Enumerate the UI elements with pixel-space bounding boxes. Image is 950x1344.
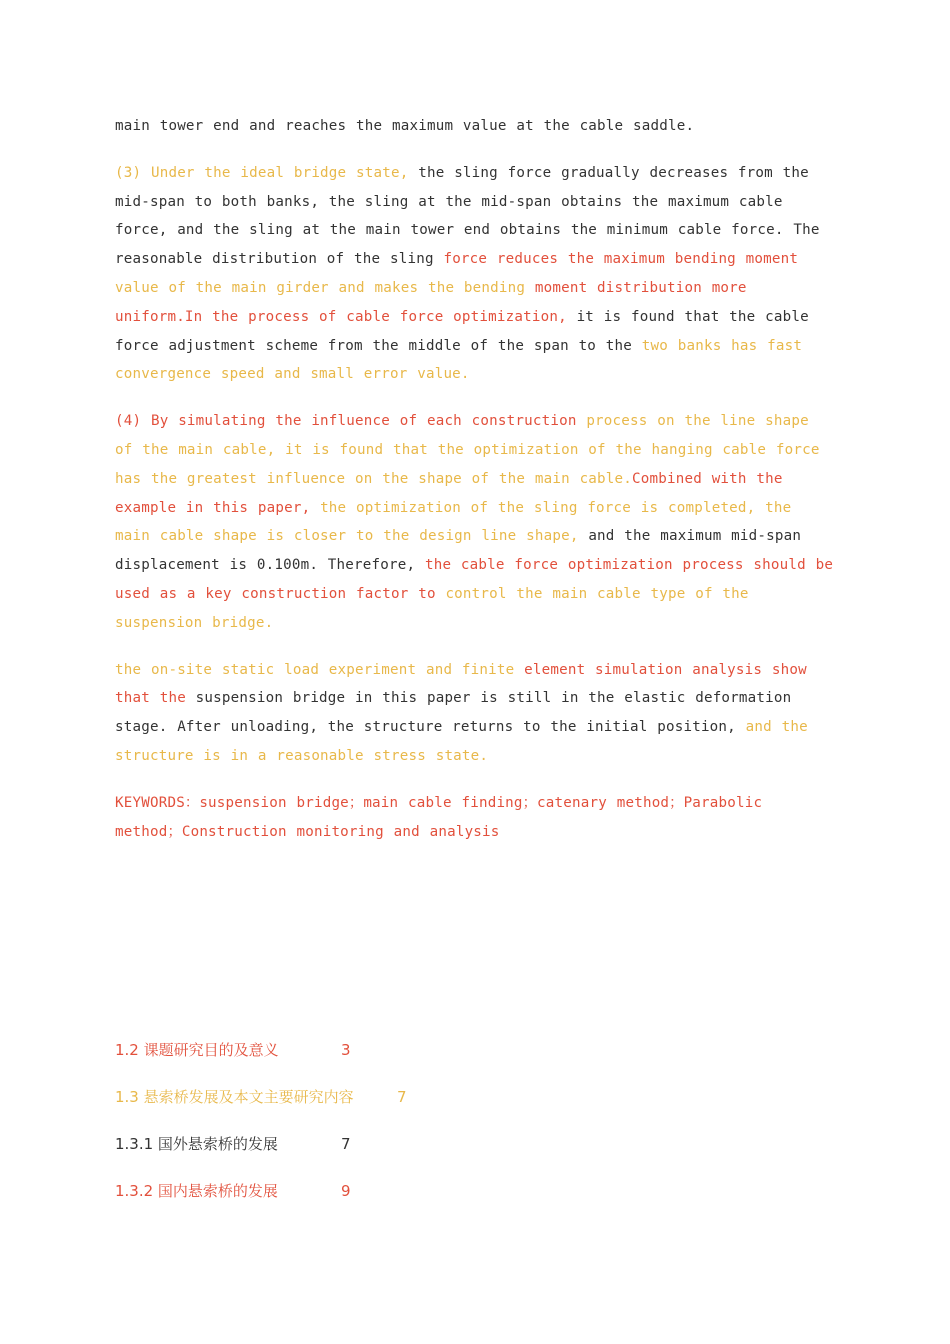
toc-entry-page: 7: [341, 1135, 351, 1153]
text-span: main tower end and reaches the maximum value at the cable saddle.: [115, 118, 695, 134]
document-body: [115, 112, 835, 864]
toc-entry-page: 9: [341, 1182, 351, 1200]
text-span: process on the line shape of the main cable, it is found that the optimization of the hanging cable force has the greatest influence on the shape of the main cable.: [115, 413, 820, 487]
text-span: and the maximum mid-span displacement is 0.100m. Therefore,: [115, 528, 802, 574]
text-span: it is found that the cable force adjustment scheme from the middle of the span to the: [115, 308, 809, 354]
toc-entry-title: 1.3 悬索桥发展及本文主要研究内容: [115, 1088, 354, 1106]
text-span: suspension bridge in this paper is still in the elastic deformation stage. After unloading, the structure returns to the initial position,: [115, 690, 792, 736]
toc-entry: [115, 1134, 835, 1154]
toc-entry-title: 1.3.1 国外悬索桥的发展: [115, 1135, 278, 1153]
text-span: the optimization of the sling force is completed, the main cable shape is closer to the design line shape,: [115, 499, 792, 545]
text-span: the sling force gradually decreases from the mid-span to both banks, the sling at the mid-span obtains the maximum cable force, and the sling at the main tower end obtains the minimum cable force. The reasonable distribution of the sling: [115, 164, 820, 268]
toc-entry: [115, 1181, 835, 1201]
keywords-text: KEYWORDS：suspension bridge；main cable finding；catenary method；Parabolic method；Construction monitoring and analysis: [115, 794, 763, 840]
text-span: element simulation analysis show that the: [115, 661, 807, 707]
text-span: the on-site static load experiment and finite: [115, 661, 525, 678]
text-span: Combined with the example in this paper,: [115, 470, 783, 516]
paragraph-1: [115, 112, 835, 141]
text-span: moment distribution more uniform.In the process of cable force optimization,: [115, 279, 747, 325]
text-span: the cable force optimization process should be used as a key construction factor to: [115, 557, 834, 602]
text-span: (4) By simulating the influence of each construction: [115, 413, 587, 430]
keywords-paragraph: [115, 789, 835, 847]
toc-entry-page: 7: [397, 1088, 407, 1106]
paragraph-4: [115, 656, 835, 771]
toc-entry-page: 3: [341, 1041, 351, 1059]
toc-entry: [115, 1087, 835, 1107]
paragraph-2: [115, 159, 835, 389]
text-span: and the structure is in a reasonable stress state.: [115, 719, 808, 764]
toc-entry-title: 1.3.2 国内悬索桥的发展: [115, 1182, 278, 1200]
text-span: control the main cable type of the suspension bridge.: [115, 585, 749, 631]
text-span: force reduces the maximum bending moment: [443, 251, 799, 268]
toc-entry: [115, 1040, 835, 1060]
paragraph-3: [115, 407, 835, 637]
text-span: two banks has fast convergence speed and small error value.: [115, 337, 803, 383]
text-span: value of the main girder and makes the bending: [115, 279, 535, 296]
toc-entry-title: 1.2 课题研究目的及意义: [115, 1041, 279, 1059]
text-span: (3) Under the ideal bridge state,: [115, 164, 409, 181]
